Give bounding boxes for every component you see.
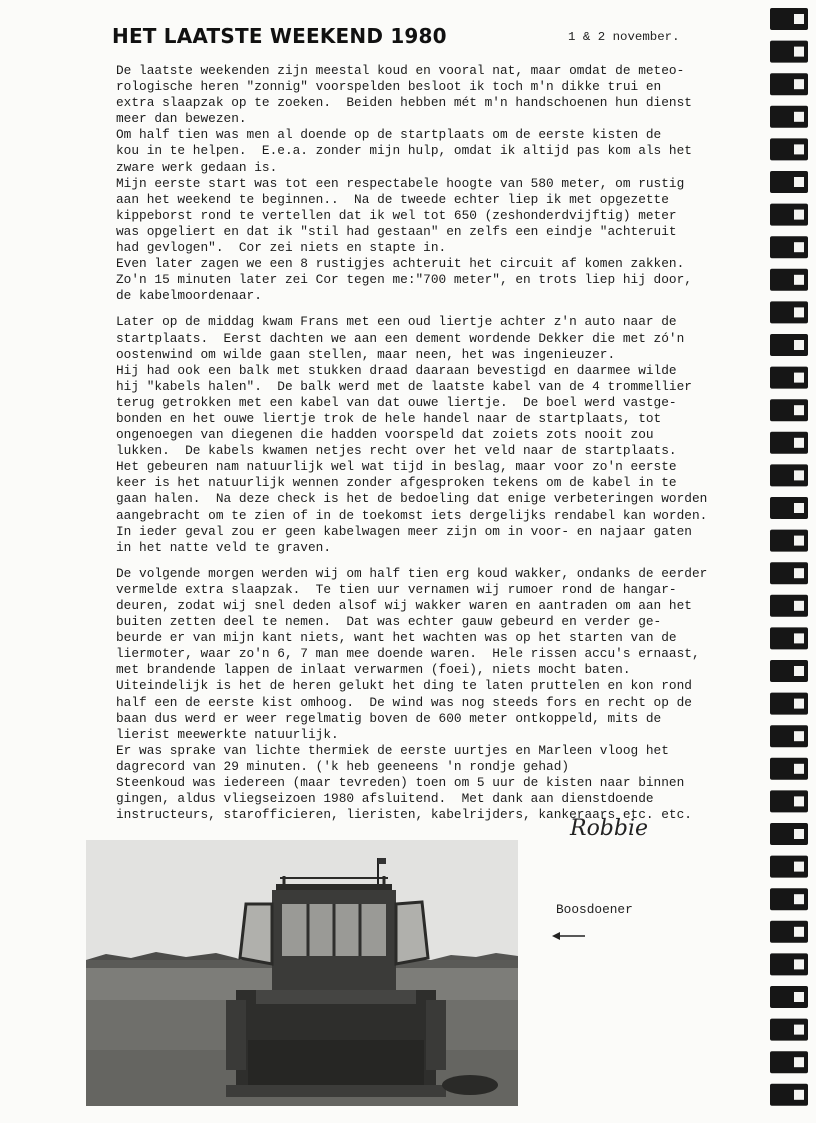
text-line: kou in te helpen. E.e.a. zonder mijn hulp, omdat ik altijd pas kom als het xyxy=(116,143,692,159)
text-line: extra slaapzak op te zoeken. Beiden hebben mét m'n handschoenen hun dienst xyxy=(116,95,692,111)
binding-hole xyxy=(794,177,804,187)
text-line: Uiteindelijk is het de heren gelukt het ding te laten pruttelen en kon rond xyxy=(116,678,692,694)
text-line: hij "kabels halen". De balk werd met de laatste kabel van de 4 trommellier xyxy=(116,378,692,394)
binding-hole xyxy=(794,1025,804,1035)
binding-hole xyxy=(794,601,804,611)
text-line: Om half tien was men al doende op de startplaats om de eerste kisten de xyxy=(116,127,662,143)
binding-hole xyxy=(794,666,804,676)
binding-hole xyxy=(794,894,804,904)
signature: Robbie xyxy=(570,816,649,841)
text-line: was opgeliert en dat ik "stil had gestaan" en zelfs een eindje "achteruit xyxy=(116,223,677,239)
text-line: aan het weekend te beginnen.. Na de tweede echter liep ik met opgezette xyxy=(116,191,669,207)
text-line: dagrecord van 29 minuten. ('k heb geeneens 'n rondje gehad) xyxy=(116,758,570,774)
binding-hole xyxy=(794,79,804,89)
text-line: rologische heren "zonnig" voorspelden besloot ik toch m'n dikke trui en xyxy=(116,79,662,95)
text-line: liermoter, waar zo'n 6, 7 man mee doende waren. Hele rissen accu's ernaast, xyxy=(116,646,700,662)
text-line: buiten zetten deel te nemen. Dat was echter gauw gebeurd en verder ge- xyxy=(116,614,662,630)
text-line: Later op de middag kwam Frans met een oud liertje achter z'n auto naar de xyxy=(116,314,677,330)
binding-hole xyxy=(794,340,804,350)
binding-hole xyxy=(794,470,804,480)
binding-hole xyxy=(794,405,804,415)
text-line: In ieder geval zou er geen kabelwagen meer zijn om in voor- en najaar gaten xyxy=(116,523,692,539)
text-line: kippeborst rond te vertellen dat ik wel tot 650 (zeshonderdvijftig) meter xyxy=(116,207,677,223)
text-line: de kabelmoordenaar. xyxy=(116,288,262,304)
binding-hole xyxy=(794,1090,804,1100)
binding-hole xyxy=(794,307,804,317)
text-line: Steenkoud was iedereen (maar tevreden) toen om 5 uur de kisten naar binnen xyxy=(116,775,685,791)
text-line: keer is het natuurlijk wennen zonder afgesproken tekens om de kabel in te xyxy=(116,475,677,491)
page-title: HET LAATSTE WEEKEND 1980 xyxy=(112,24,447,48)
binding-hole xyxy=(794,764,804,774)
text-line: Hij had ook een balk met stukken draad daaraan bevestigd en daarmee wilde xyxy=(116,362,677,378)
text-line: vermelde extra slaapzak. Te tien uur vernamen wij rumoer rond de hangar- xyxy=(116,581,677,597)
text-line: beurde er van mijn kant niets, want het wachten was op het starten van de xyxy=(116,630,677,646)
paragraph-1 xyxy=(116,63,746,304)
text-line: bonden en het ouwe liertje trok de hele handel naar de startplaats, tot xyxy=(116,410,662,426)
text-line: gingen, aldus vliegseizoen 1980 afsluitend. Met dank aan dienstdoende xyxy=(116,791,654,807)
text-line: terug getrokken met een kabel van dat ouwe liertje. De boel werd vastge- xyxy=(116,394,677,410)
text-line: in het natte veld te graven. xyxy=(116,539,332,555)
binding-hole xyxy=(794,959,804,969)
binding-hole xyxy=(794,829,804,839)
binding-hole xyxy=(794,731,804,741)
binding-hole xyxy=(794,210,804,220)
binding-hole xyxy=(794,992,804,1002)
binding-hole xyxy=(794,144,804,154)
text-line: gaan halen. Na deze check is het de bedoeling dat enige verbeteringen worden xyxy=(116,491,708,507)
text-line: Het gebeuren nam natuurlijk wel wat tijd in beslag, maar voor zo'n eerste xyxy=(116,459,677,475)
text-line: oostenwind om wilde gaan stellen, maar neen, het was ingenieuzer. xyxy=(116,346,616,362)
binding-hole xyxy=(794,112,804,122)
text-line: lierist meewerkte natuurlijk. xyxy=(116,726,339,742)
binding-hole xyxy=(794,568,804,578)
paragraph-3 xyxy=(116,566,746,824)
binding-hole xyxy=(794,275,804,285)
article-date: 1 & 2 november. xyxy=(568,30,680,44)
text-line: had gevlogen". Cor zei niets en stapte in. xyxy=(116,240,447,256)
binding-hole xyxy=(794,699,804,709)
text-line: instructeurs, starofficieren, lieristen, kabelrijders, kankeraars etc. etc. xyxy=(116,807,692,823)
text-line: lukken. De kabels kwamen netjes recht over het veld naar de startplaats. xyxy=(116,443,677,459)
binding-hole xyxy=(794,373,804,383)
spiral-binding xyxy=(764,0,816,1123)
text-line: De laatste weekenden zijn meestal koud en vooral nat, maar omdat de meteo- xyxy=(116,63,685,78)
binding-hole xyxy=(794,862,804,872)
photo-caption: Boosdoener xyxy=(556,902,633,917)
text-line: half een de eerste kist omhoog. De wind was nog steeds fors en recht op de xyxy=(116,694,692,710)
text-line: zware werk gedaan is. xyxy=(116,159,278,175)
text-line: startplaats. Eerst dachten we aan een dement wordende Dekker die met zó'n xyxy=(116,330,685,346)
binding-hole xyxy=(794,14,804,24)
winch-truck-photo xyxy=(86,840,518,1106)
binding-hole xyxy=(794,47,804,57)
binding-hole xyxy=(794,438,804,448)
text-line: Even later zagen we een 8 rustigjes achteruit het circuit af komen zakken. xyxy=(116,256,685,272)
text-line: deuren, zodat wij snel deden alsof wij wakker waren en aantraden om aan het xyxy=(116,598,692,613)
binding-hole xyxy=(794,633,804,643)
article-body xyxy=(116,63,746,833)
binding-hole xyxy=(794,1057,804,1067)
text-line: Zo'n 15 minuten later zei Cor tegen me:"700 meter", en trots liep hij door, xyxy=(116,272,692,288)
binding-hole xyxy=(794,242,804,252)
binding-hole xyxy=(794,796,804,806)
binding-hole xyxy=(794,927,804,937)
binding-hole xyxy=(794,536,804,546)
left-arrow-icon xyxy=(552,930,586,942)
text-line: Mijn eerste start was tot een respectabele hoogte van 580 meter, om rustig xyxy=(116,175,685,191)
text-line: Er was sprake van lichte thermiek de eerste uurtjes en Marleen vloog het xyxy=(116,742,669,758)
text-line: De volgende morgen werden wij om half tien erg koud wakker, ondanks de eerder xyxy=(116,565,708,581)
text-line: met brandende lappen de inlaat verwarmen (foei), niets mocht baten. xyxy=(116,662,631,678)
text-line: aangebracht om te zien of in de toekomst iets dergelijks rendabel kan worden. xyxy=(116,507,708,523)
binding-hole xyxy=(794,503,804,513)
text-line: meer dan bewezen. xyxy=(116,111,247,127)
paragraph-2 xyxy=(116,314,746,555)
text-line: ongenoegen van diegenen die hadden voorspeld dat zoiets zots nooit zou xyxy=(116,427,654,443)
text-line: baan dus werd er weer regelmatig boven de 600 meter ontkoppeld, mits de xyxy=(116,710,662,726)
